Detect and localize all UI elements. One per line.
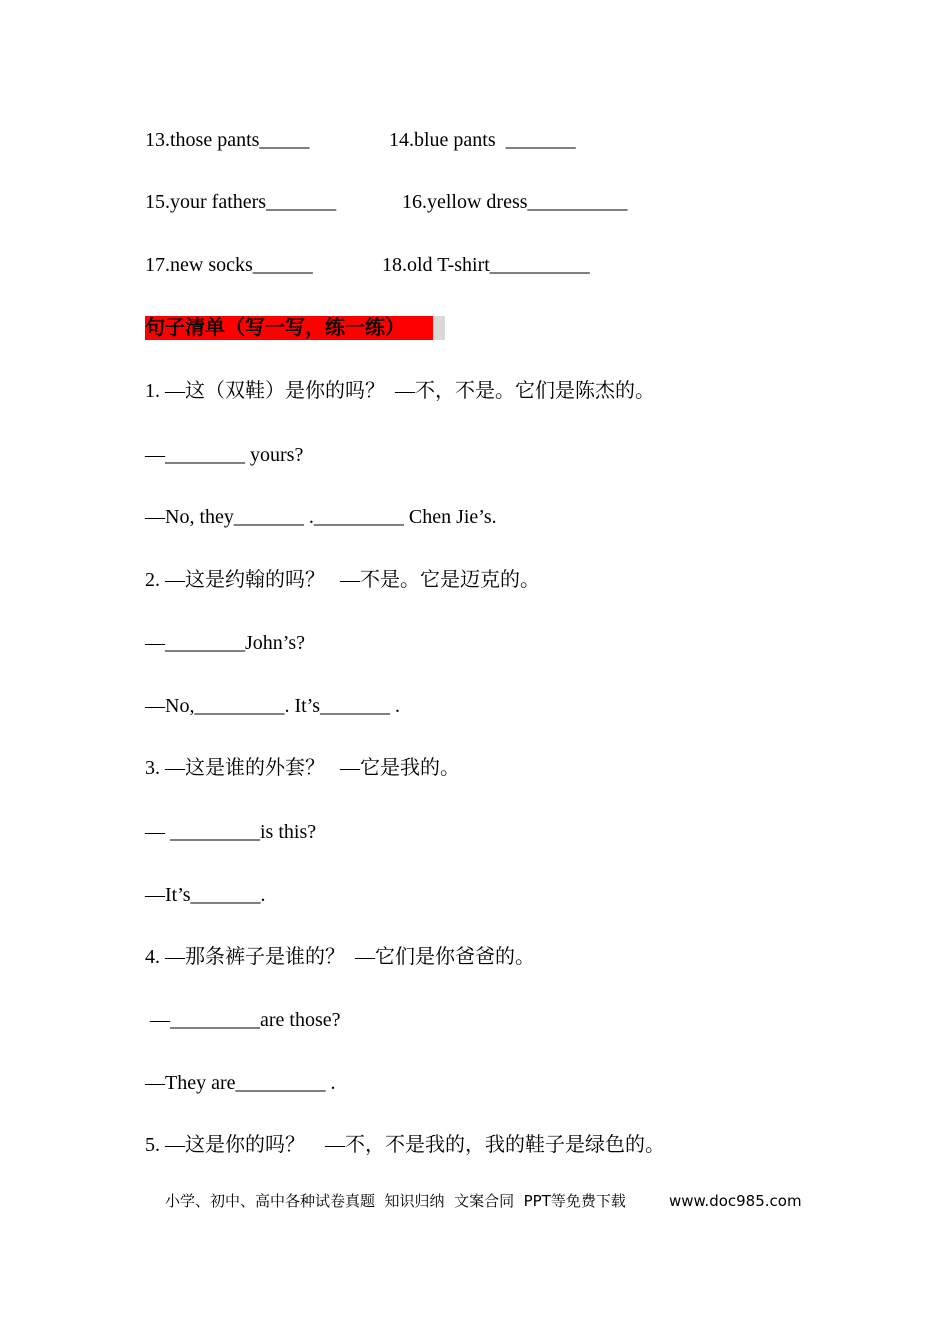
sentence-question: —_________are those? bbox=[145, 1009, 341, 1031]
sentence-answer: —No, they_______ ._________ Chen Jie’s. bbox=[145, 506, 497, 528]
section-heading-text: 句子清单（写一写，练一练） bbox=[145, 317, 405, 339]
vocab-item: 16.yellow dress__________ bbox=[402, 191, 628, 213]
vocab-item: 15.your fathers_______ bbox=[145, 191, 337, 213]
sentence-chinese: 3. —这是谁的外套？ —它是我的。 bbox=[145, 757, 460, 779]
sentence-question: —________John’s? bbox=[145, 632, 305, 654]
sentence-answer: —They are_________ . bbox=[145, 1072, 336, 1094]
sentence-chinese: 4. —那条裤子是谁的？ —它们是你爸爸的。 bbox=[145, 946, 535, 968]
sentence-chinese: 2. —这是约翰的吗？ —不是。它是迈克的。 bbox=[145, 569, 540, 591]
sentence-chinese: 5. —这是你的吗？ —不，不是我的，我的鞋子是绿色的。 bbox=[145, 1134, 665, 1156]
footer-text: 小学、初中、高中各种试卷真题 知识归纳 文案合同 PPT等免费下载 bbox=[165, 1192, 626, 1210]
section-heading bbox=[145, 316, 405, 340]
sentence-chinese: 1. —这（双鞋）是你的吗？ —不，不是。它们是陈杰的。 bbox=[145, 380, 655, 402]
footer-url[interactable]: www.doc985.com bbox=[669, 1192, 802, 1210]
vocab-item: 13.those pants_____ bbox=[145, 129, 310, 151]
sentence-answer: —No,_________. It’s_______ . bbox=[145, 695, 400, 717]
vocab-item: 14.blue pants _______ bbox=[389, 129, 576, 151]
vocab-item: 17.new socks______ bbox=[145, 254, 313, 276]
vocab-item: 18.old T-shirt__________ bbox=[382, 254, 590, 276]
sentence-answer: —It’s_______. bbox=[145, 884, 266, 906]
sentence-question: —________ yours? bbox=[145, 444, 304, 466]
sentence-question: — _________is this? bbox=[145, 821, 317, 843]
heading-shade bbox=[433, 316, 445, 340]
